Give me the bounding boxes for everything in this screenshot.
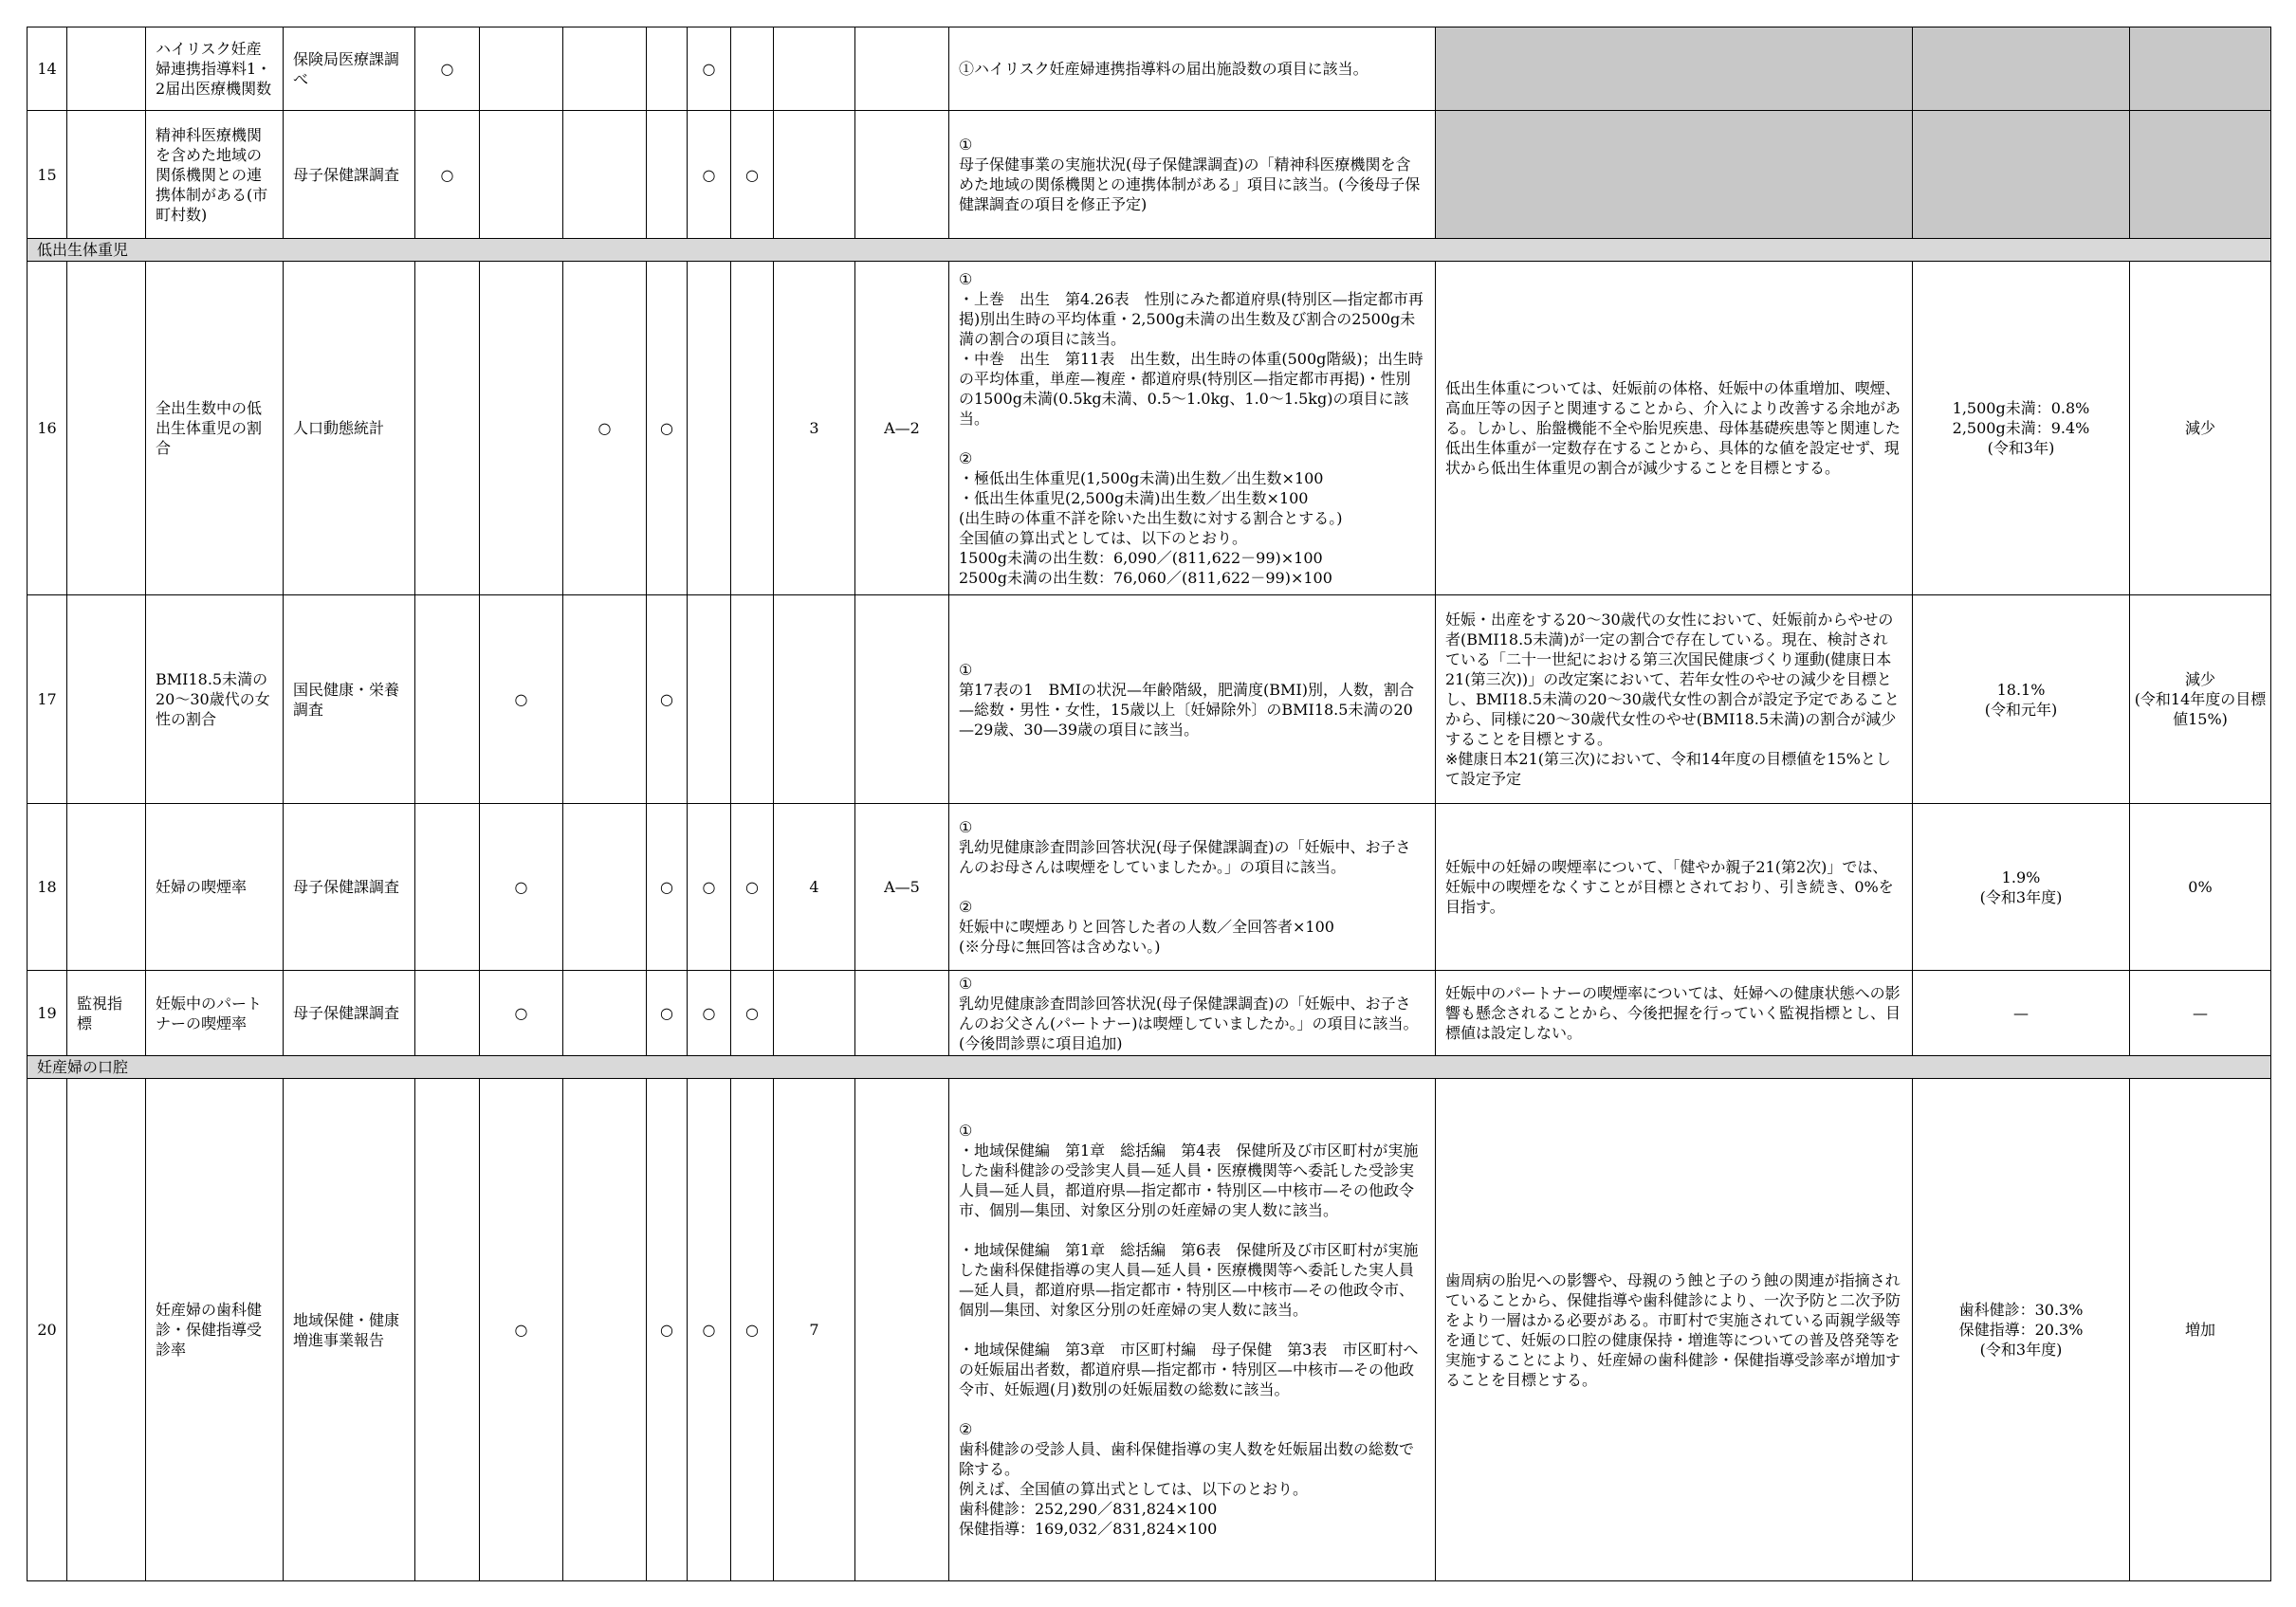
table-row <box>28 262 2271 595</box>
table-row <box>28 111 2271 239</box>
mark-col-5 <box>688 262 731 595</box>
ref-number <box>774 971 855 1056</box>
mark-col-3 <box>563 971 647 1056</box>
mark-col-2: ○ <box>480 971 563 1056</box>
current-value <box>1913 111 2130 239</box>
table-row <box>28 971 2271 1056</box>
mark-col-4: ○ <box>647 1079 688 1581</box>
ref-number: 7 <box>774 1079 855 1581</box>
current-value <box>1913 27 2130 111</box>
mark-col-5: ○ <box>688 971 731 1056</box>
ref-number: 3 <box>774 262 855 595</box>
indicator-name: 精神科医療機関を含めた地域の関係機関との連携体制がある(市町村数) <box>146 111 284 239</box>
ref-number: 4 <box>774 804 855 971</box>
mark-col-4: ○ <box>647 971 688 1056</box>
mark-col-1 <box>415 804 480 971</box>
mark-col-3: ○ <box>563 262 647 595</box>
category-cell <box>67 262 146 595</box>
data-source: 人口動態統計 <box>284 262 415 595</box>
section-header-row <box>28 1056 2271 1079</box>
mark-col-2: ○ <box>480 595 563 804</box>
target-reason <box>1436 111 1913 239</box>
calc-method: ① 乳幼児健康診査問診回答状況(母子保健課調査)の「妊娠中、お子さんのお母さんは喫煙をしていましたか。」の項目に該当。 ② 妊娠中に喫煙ありと回答した者の人数／全回答者×100 (※分母に無回答は含めない。) <box>949 804 1436 971</box>
row-number: 19 <box>28 971 67 1056</box>
indicator-name: ハイリスク妊産婦連携指導料1・2届出医療機関数 <box>146 27 284 111</box>
ref-code: A—5 <box>855 804 949 971</box>
mark-col-5: ○ <box>688 27 731 111</box>
mark-col-3 <box>563 804 647 971</box>
target-reason: 歯周病の胎児への影響や、母親のう蝕と子のう蝕の関連が指摘されていることから、保健指導や歯科健診により、一次予防と二次予防をより一層はかる必要がある。市町村で実施されている両親学級等を通じて、妊娠の口腔の健康保持・増進等についての普及啓発等を実施することにより、妊産婦の歯科健診・保健指導受診率が増加することを目標とする。 <box>1436 1079 1913 1581</box>
mark-col-1: ○ <box>415 27 480 111</box>
table-row <box>28 595 2271 804</box>
category-cell <box>67 111 146 239</box>
ref-number <box>774 27 855 111</box>
data-source: 国民健康・栄養調査 <box>284 595 415 804</box>
row-number: 17 <box>28 595 67 804</box>
mark-col-4 <box>647 27 688 111</box>
row-number: 14 <box>28 27 67 111</box>
data-source: 保険局医療課調べ <box>284 27 415 111</box>
data-source: 母子保健課調査 <box>284 111 415 239</box>
indicator-name: 妊娠中のパートナーの喫煙率 <box>146 971 284 1056</box>
mark-col-4: ○ <box>647 595 688 804</box>
mark-col-2: ○ <box>480 804 563 971</box>
section-title: 低出生体重児 <box>28 239 2271 262</box>
mark-col-2 <box>480 262 563 595</box>
ref-code <box>855 595 949 804</box>
indicator-table <box>27 27 2271 1581</box>
target-reason: 妊娠中の妊婦の喫煙率について、「健やか親子21(第2次)」では、妊娠中の喫煙をなくすことが目標とされており、引き続き、0%を目指す。 <box>1436 804 1913 971</box>
mark-col-3 <box>563 595 647 804</box>
indicator-name: 妊産婦の歯科健診・保健指導受診率 <box>146 1079 284 1581</box>
indicator-name: BMI18.5未満の20～30歳代の女性の割合 <box>146 595 284 804</box>
category-cell <box>67 1079 146 1581</box>
ref-number <box>774 111 855 239</box>
calc-method: ①ハイリスク妊産婦連携指導料の届出施設数の項目に該当。 <box>949 27 1436 111</box>
current-value: 1,500g未満：0.8% 2,500g未満：9.4% (令和3年) <box>1913 262 2130 595</box>
mark-col-6: ○ <box>731 111 774 239</box>
mark-col-1 <box>415 1079 480 1581</box>
row-number: 18 <box>28 804 67 971</box>
row-number: 15 <box>28 111 67 239</box>
row-number: 20 <box>28 1079 67 1581</box>
mark-col-2 <box>480 27 563 111</box>
mark-col-6 <box>731 595 774 804</box>
mark-col-4 <box>647 111 688 239</box>
mark-col-1 <box>415 262 480 595</box>
mark-col-5: ○ <box>688 804 731 971</box>
mark-col-1 <box>415 595 480 804</box>
indicator-name: 全出生数中の低出生体重児の割合 <box>146 262 284 595</box>
indicator-name: 妊婦の喫煙率 <box>146 804 284 971</box>
mark-col-1: ○ <box>415 111 480 239</box>
target-value <box>2130 111 2271 239</box>
mark-col-2 <box>480 111 563 239</box>
mark-col-3 <box>563 1079 647 1581</box>
target-value: — <box>2130 971 2271 1056</box>
mark-col-6 <box>731 27 774 111</box>
calc-method: ① 第17表の1 BMIの状況—年齢階級，肥満度(BMI)別，人数，割合—総数・男性・女性，15歳以上〔妊婦除外〕のBMI18.5未満の20—29歳、30—39歳の項目に該当。 <box>949 595 1436 804</box>
current-value: — <box>1913 971 2130 1056</box>
target-reason: 妊娠中のパートナーの喫煙率については、妊婦への健康状態への影響も懸念されることから、今後把握を行っていく監視指標とし、目標値は設定しない。 <box>1436 971 1913 1056</box>
target-value: 0% <box>2130 804 2271 971</box>
ref-code <box>855 971 949 1056</box>
mark-col-4: ○ <box>647 804 688 971</box>
mark-col-1 <box>415 971 480 1056</box>
category-cell <box>67 804 146 971</box>
target-value: 減少 <box>2130 262 2271 595</box>
mark-col-3 <box>563 111 647 239</box>
section-header-row <box>28 239 2271 262</box>
data-source: 母子保健課調査 <box>284 804 415 971</box>
ref-number <box>774 595 855 804</box>
mark-col-6: ○ <box>731 804 774 971</box>
target-reason: 妊娠・出産をする20～30歳代の女性において、妊娠前からやせの者(BMI18.5未満)が一定の割合で存在している。現在、検討されている「二十一世紀における第三次国民健康づくり運動(健康日本 21(第三次))」の改定案において、若年女性のやせの減少を目標とし、BMI18.5未満の20～30歳代女性の割合が設定予定であることから、同様に20～30歳代女性のやせ(BMI18.5未満)の割合が減少することを目標とする。 ※健康日本21(第三次)において、令和14年度の目標値を15%として設定予定 <box>1436 595 1913 804</box>
target-value <box>2130 27 2271 111</box>
table-row <box>28 1079 2271 1581</box>
mark-col-4: ○ <box>647 262 688 595</box>
calc-method: ① 乳幼児健康診査問診回答状況(母子保健課調査)の「妊娠中、お子さんのお父さん(パートナー)は喫煙していましたか。」の項目に該当。(今後問診票に項目追加) <box>949 971 1436 1056</box>
mark-col-6: ○ <box>731 971 774 1056</box>
table-row <box>28 27 2271 111</box>
calc-method: ① ・上巻 出生 第4.26表 性別にみた都道府県(特別区—指定都市再掲)別出生時の平均体重・2,500g未満の出生数及び割合の2500g未満の割合の項目に該当。 ・中巻 出生 第11表 出生数，出生時の体重(500g階級)；出生時の平均体重，単産—複産・都道府県(特別区—指定都市再掲)・性別の1500g未満(0.5kg未満、0.5～1.0kg、1.0～1.5kg)の項目に該当。 ② ・極低出生体重児(1,500g未満)出生数／出生数×100 ・低出生体重児(2,500g未満)出生数／出生数×100 (出生時の体重不詳を除いた出生数に対する割合とする。) 全国値の算出式としては、以下のとおり。 1500g未満の出生数：6,090／(811,622－99)×100 2500g未満の出生数：76,060／(811,622－99)×100 <box>949 262 1436 595</box>
current-value: 歯科健診：30.3% 保健指導：20.3% (令和3年度) <box>1913 1079 2130 1581</box>
mark-col-2: ○ <box>480 1079 563 1581</box>
target-value: 減少 (令和14年度の目標値15%) <box>2130 595 2271 804</box>
ref-code <box>855 1079 949 1581</box>
category-cell: 監視指標 <box>67 971 146 1056</box>
target-reason: 低出生体重については、妊娠前の体格、妊娠中の体重増加、喫煙、高血圧等の因子と関連することから、介入により改善する余地がある。しかし、胎盤機能不全や胎児疾患、母体基礎疾患等と関連した低出生体重が一定数存在することから、具体的な値を設定せず、現状から低出生体重児の割合が減少することを目標とする。 <box>1436 262 1913 595</box>
mark-col-5 <box>688 595 731 804</box>
current-value: 18.1% (令和元年) <box>1913 595 2130 804</box>
ref-code <box>855 27 949 111</box>
ref-code: A—2 <box>855 262 949 595</box>
mark-col-6 <box>731 262 774 595</box>
row-number: 16 <box>28 262 67 595</box>
table-row <box>28 804 2271 971</box>
mark-col-5: ○ <box>688 111 731 239</box>
target-value: 増加 <box>2130 1079 2271 1581</box>
mark-col-6: ○ <box>731 1079 774 1581</box>
mark-col-3 <box>563 27 647 111</box>
current-value: 1.9% (令和3年度) <box>1913 804 2130 971</box>
category-cell <box>67 595 146 804</box>
data-source: 母子保健課調査 <box>284 971 415 1056</box>
calc-method: ① 母子保健事業の実施状況(母子保健課調査)の「精神科医療機関を含めた地域の関係機関との連携体制がある」項目に該当。(今後母子保健課調査の項目を修正予定) <box>949 111 1436 239</box>
target-reason <box>1436 27 1913 111</box>
ref-code <box>855 111 949 239</box>
section-title: 妊産婦の口腔 <box>28 1056 2271 1079</box>
mark-col-5: ○ <box>688 1079 731 1581</box>
data-source: 地域保健・健康増進事業報告 <box>284 1079 415 1581</box>
category-cell <box>67 27 146 111</box>
calc-method: ① ・地域保健編 第1章 総括編 第4表 保健所及び市区町村が実施した歯科健診の受診実人員—延人員・医療機関等へ委託した受診実人員—延人員，都道府県—指定都市・特別区—中核市—その他政令市、個別—集団、対象区分別の妊産婦の実人数に該当。 ・地域保健編 第1章 総括編 第6表 保健所及び市区町村が実施した歯科保健指導の実人員—延人員・医療機関等へ委託した実人員—延人員，都道府県—指定都市・特別区—中核市—その他政令市、個別—集団、対象区分別の妊産婦の実人数に該当。 ・地域保健編 第3章 市区町村編 母子保健 第3表 市区町村への妊娠届出者数，都道府県—指定都市・特別区—中核市—その他政令市、妊娠週(月)数別の妊娠届数の総数に該当。 ② 歯科健診の受診人員、歯科保健指導の実人数を妊娠届出数の総数で除する。 例えば、全国値の算出式としては、以下のとおり。 歯科健診：252,290／831,824×100 保健指導：169,032／831,824×100 <box>949 1079 1436 1581</box>
